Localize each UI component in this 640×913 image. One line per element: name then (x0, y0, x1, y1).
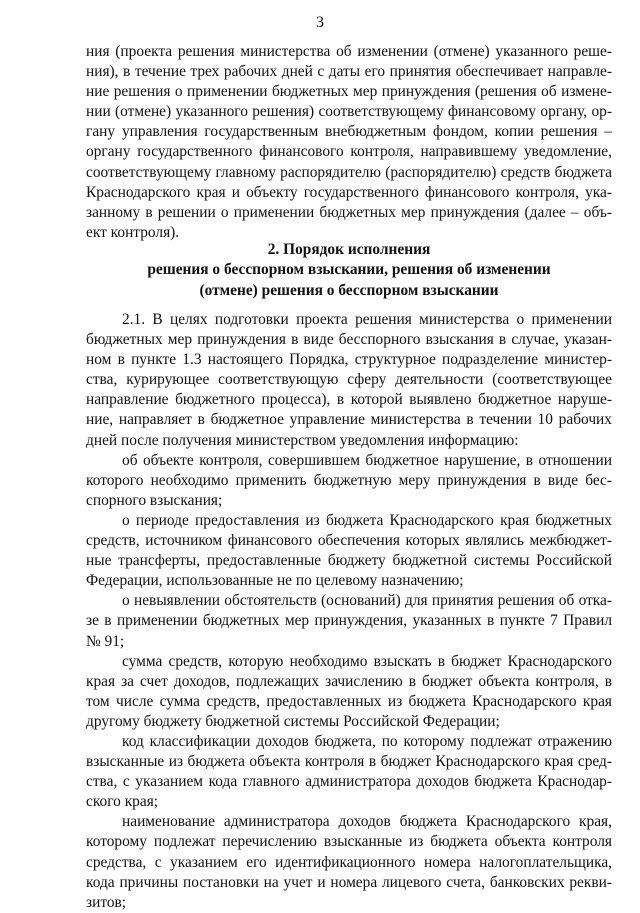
text-line: о периоде предоставления из бюджета Краснодарского края бюджетных (122, 511, 612, 529)
text-line: гану управления государственным внебюджетным фондом, копии решения – (86, 123, 612, 141)
text-line: ные трансферты, предоставленные бюджету бюджетной системы Российской (86, 552, 612, 570)
section-body (86, 310, 612, 913)
text-line: о невыявлении обстоятельств (оснований) для принятия решения об отка- (122, 592, 612, 610)
text-line: дней после получения министерством уведомления информацию: (86, 431, 519, 449)
text-line: средств, источником финансового обеспечения которых являлись межбюджет- (86, 532, 612, 550)
text-line: направление бюджетного процесса), в которой выявлено бюджетное наруше- (86, 391, 612, 409)
heading-line: 2. Порядок исполнения (267, 241, 431, 258)
text-line: которого необходимо применить бюджетную меру принуждения в виде бес- (86, 471, 612, 489)
text-line: занному в решении о применении бюджетных мер принуждения (далее – объ- (86, 203, 612, 221)
text-line: Краснодарского края и объекту государственного финансового контроля, ука- (86, 183, 612, 201)
text-line: сумма средств, которую необходимо взыскать в бюджет Краснодарского (122, 652, 612, 670)
text-line: ном в пункте 1.3 настоящего Порядка, структурное подразделение министер- (86, 351, 612, 369)
text-line: 2.1. В целях подготовки проекта решения министерства о применении (122, 311, 612, 328)
text-line: края за счет доходов, подлежащих зачислению в бюджет объекта контроля, в (86, 672, 612, 690)
text-line: ния (проекта решения министерства об изменении (отмене) указанного реше- (86, 43, 612, 60)
text-line: соответствующему главному распорядителю (распорядителю) средств бюджета (86, 163, 612, 181)
text-line: бюджетных мер принуждения в виде бесспорного взыскания в случае, указан- (86, 331, 612, 349)
text-line: спорного взыскания; (86, 491, 223, 509)
text-line: органу государственного финансового контроля, направившему уведомление, (86, 143, 612, 161)
heading-line: (отмене) решения о бесспорном взыскании (199, 281, 499, 299)
text-line: наименование администратора доходов бюджета Краснодарского края, (122, 813, 612, 831)
text-line: ние, направляет в бюджетное управление министерства в течении 10 рабочих (86, 411, 612, 429)
text-line: ние решения о применении бюджетных мер принуждения (решения об измене- (86, 83, 612, 101)
text-line: Федерации, использованные не по целевому назначению; (86, 572, 464, 590)
text-line: об объекте контроля, совершившем бюджетное нарушение, в отношении (122, 451, 612, 469)
text-line: которому подлежат перечислению взысканные из бюджета объекта контроля (86, 833, 612, 851)
text-line: том числе сумма средств, предоставленных из бюджета Краснодарского края (86, 692, 612, 710)
text-line: ского края; (86, 793, 159, 811)
heading-line: решения о бесспорном взыскании, решения об изменении (147, 261, 551, 279)
text-line: № 91; (86, 632, 125, 650)
text-line: другому бюджету бюджетной системы Российской Федерации; (86, 712, 500, 730)
page-number: 3 (316, 14, 324, 31)
text-line: средства, с указанием его идентификационного номера налогоплательщика, (86, 853, 612, 871)
text-line: ства, курирующее соответствующую сферу деятельности (соответствующее (86, 371, 612, 389)
text-line: взысканные из бюджета объекта контроля в бюджет Краснодарского края сред- (86, 753, 612, 771)
text-line: зитов; (86, 893, 127, 911)
text-line: ства, с указанием кода главного администратора доходов бюджета Краснодар- (86, 773, 612, 791)
text-line: код классификации доходов бюджета, по которому подлежат отражению (122, 732, 612, 750)
text-line: кода причины постановки на учет и номера лицевого счета, банковских рекви- (86, 873, 612, 891)
text-line: нии (отмене) указанного решения) соответствующему финансовому органу, ор- (86, 103, 612, 121)
text-line: зе в применении бюджетных мер принуждения, указанных в пункте 7 Правил (86, 612, 612, 630)
section-heading (86, 240, 612, 301)
intro-paragraph (86, 42, 612, 243)
text-line: ния), в течение трех рабочих дней с даты его принятия обеспечивает направле- (86, 63, 612, 81)
text-line: ект контроля). (86, 223, 180, 241)
